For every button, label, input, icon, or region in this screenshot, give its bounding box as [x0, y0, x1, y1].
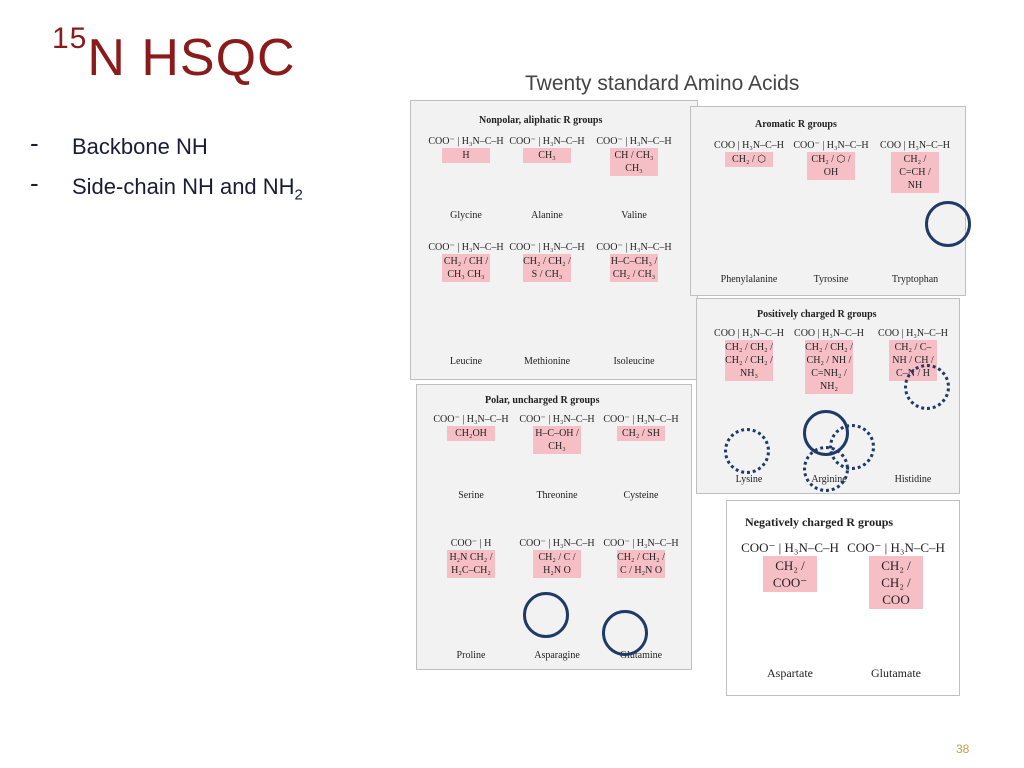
bullet-subscript: 2	[294, 186, 303, 204]
molecule-name: Phenylalanine	[720, 274, 778, 285]
page-number: 38	[956, 742, 970, 756]
molecule-backbone: COO | H₃N–C–H	[878, 328, 948, 339]
r-group: H–C–CH₃ / CH₂ / CH₃	[610, 256, 658, 280]
r-group: CH₂ / CH / CH₃ CH₃	[443, 256, 489, 280]
molecule-backbone: COO⁻ | H₃N–C–H	[428, 136, 504, 147]
highlight-circle-arginine-nh2-bottom	[803, 446, 849, 492]
molecule-isoleucine	[594, 241, 674, 367]
bullet-text	[72, 134, 208, 160]
molecule-name: Alanine	[531, 210, 563, 221]
molecule-phenylalanine	[709, 139, 789, 285]
molecule-backbone: COO | H₃N–C–H	[880, 140, 950, 151]
molecule-glycine	[426, 135, 506, 221]
molecule-backbone: COO | H₃N–C–H	[714, 328, 784, 339]
title-isotope-superscript: 15	[52, 22, 88, 55]
r-group: CH₂ / CH₂ / S / CH₃	[523, 256, 571, 280]
molecule-name: Valine	[621, 210, 647, 221]
panel-title: Nonpolar, aliphatic R groups	[479, 115, 603, 126]
molecule-backbone: COO⁻ | H₃N–C–H	[519, 414, 595, 425]
r-group: CH₂ / COO⁻	[763, 556, 817, 592]
molecule-backbone: COO⁻ | H₃N–C–H	[509, 136, 585, 147]
molecule-name: Glycine	[450, 210, 482, 221]
molecule-threonine	[517, 413, 597, 501]
molecule-arginine	[789, 327, 869, 485]
r-group: CH₂ / SH	[617, 426, 665, 441]
molecule-backbone: COO⁻ | H₃N–C–H	[428, 242, 504, 253]
r-group: CH₂ / ⬡ / OH	[807, 152, 855, 180]
molecule-glutamine	[601, 537, 681, 661]
r-group: H	[442, 148, 490, 163]
molecule-backbone: COO⁻ | H₃N–C–H	[509, 242, 585, 253]
molecule-serine	[431, 413, 511, 501]
highlight-circle-tryptophan-nh	[925, 201, 971, 247]
molecule-methionine	[507, 241, 587, 367]
molecule-name: Proline	[456, 650, 486, 661]
molecule-name: Serine	[458, 490, 484, 501]
molecule-valine	[594, 135, 674, 221]
molecule-tyrosine	[791, 139, 871, 285]
r-group: CH₂ / C–NH / CH / C–N / H	[889, 340, 937, 381]
molecule-name: Tryptophan	[891, 274, 939, 285]
molecule-lysine	[709, 327, 789, 485]
molecule-backbone: COO⁻ | H	[450, 538, 492, 549]
molecule-name: Glutamine	[619, 650, 663, 661]
bullet-dash: -	[30, 128, 39, 158]
r-group: CH₂ / CH₂ / CH₂ / NH / C=NH₂ / NH₂	[805, 342, 853, 392]
diagram-title: Twenty standard Amino Acids	[525, 72, 800, 95]
panel-title: Polar, uncharged R groups	[485, 395, 600, 406]
molecule-backbone: COO⁻ | H₃N–C–H	[433, 414, 509, 425]
bullet-text-main: Side-chain NH and NH	[72, 174, 295, 199]
molecule-name: Arginine	[811, 474, 847, 485]
molecule-tryptophan	[875, 139, 955, 285]
highlight-circle-histidine-nh	[904, 364, 950, 410]
highlight-circle-asparagine-nh2	[523, 592, 569, 638]
molecule-proline	[431, 537, 511, 661]
molecule-name: Threonine	[536, 490, 578, 501]
molecule-backbone: COO⁻ | H₃N–C–H	[847, 540, 945, 555]
molecule-glutamate	[841, 539, 951, 680]
bullet-text-main: Backbone NH	[72, 134, 208, 159]
r-group: CH₃	[523, 148, 571, 163]
molecule-aspartate	[735, 539, 845, 680]
molecule-backbone: COO⁻ | H₃N–C–H	[603, 414, 679, 425]
molecule-alanine	[507, 135, 587, 221]
molecule-name: Tyrosine	[813, 274, 849, 285]
highlight-circle-lysine-nh3	[724, 428, 770, 474]
bullet-dash: -	[30, 168, 39, 198]
molecule-backbone: COO⁻ | H₃N–C–H	[596, 136, 672, 147]
molecule-name: Leucine	[449, 356, 483, 367]
r-group: H₂N CH₂ / H₂C–CH₂	[447, 550, 495, 578]
r-group: CH / CH₃ CH₃	[610, 148, 658, 176]
panel-title: Negatively charged R groups	[745, 515, 894, 529]
molecule-name: Glutamate	[871, 666, 921, 680]
slide-title	[52, 22, 296, 88]
molecule-cysteine	[601, 413, 681, 501]
bullet-text	[72, 174, 303, 203]
panel-nonpolar	[410, 100, 698, 380]
molecule-leucine	[426, 241, 506, 367]
panel-negative	[726, 500, 960, 696]
highlight-circle-glutamine-nh2	[602, 610, 648, 656]
molecule-asparagine	[517, 537, 597, 661]
molecule-backbone: COO⁻ | H₃N–C–H	[596, 242, 672, 253]
molecule-name: Cysteine	[623, 490, 659, 501]
r-group: CH₂ / C=CH / NH	[891, 152, 939, 193]
r-group: CH₂OH	[447, 426, 495, 441]
title-main-text: N HSQC	[87, 29, 296, 87]
molecule-name: Aspartate	[767, 666, 813, 680]
molecule-backbone: COO | H₃N–C–H	[794, 328, 864, 339]
panel-title: Aromatic R groups	[755, 119, 837, 130]
r-group: CH₂ / ⬡	[725, 152, 773, 167]
r-group: CH₂ / CH₂ / C / H₂N O	[617, 552, 665, 576]
molecule-name: Asparagine	[534, 650, 580, 661]
panel-aromatic	[690, 106, 966, 296]
molecule-backbone: COO⁻ | H₃N–C–H	[519, 538, 595, 549]
molecule-name: Isoleucine	[613, 356, 655, 367]
molecule-backbone: COO⁻ | H₃N–C–H	[741, 540, 839, 555]
r-group: H–C–OH / CH₃	[533, 426, 581, 454]
molecule-name: Methionine	[523, 356, 571, 367]
molecule-backbone: COO⁻ | H₃N–C–H	[603, 538, 679, 549]
molecule-name: Histidine	[894, 474, 932, 485]
r-group: CH₂ / CH₂ / CH₂ / CH₂ / NH₃	[725, 342, 773, 379]
molecule-name: Lysine	[735, 474, 763, 485]
r-group: CH₂ / C / H₂N O	[533, 550, 581, 578]
r-group: CH₂ / CH₂ / COO	[869, 556, 923, 609]
panel-title: Positively charged R groups	[757, 309, 877, 320]
molecule-backbone: COO⁻ | H₃N–C–H	[793, 140, 869, 151]
molecule-backbone: COO | H₃N–C–H	[714, 140, 784, 151]
